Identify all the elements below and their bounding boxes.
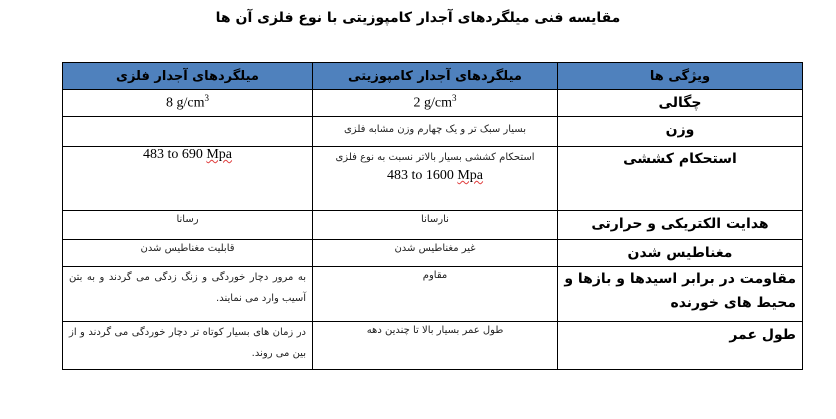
tensile-composite-text: استحکام کششی بسیار بالاتر نسبت به نوع فلزی [335,152,535,163]
table-row [63,240,803,267]
density-metal-value: 8 g/cm [166,95,205,111]
row-metal-text: به مرور دچار خوردگی و زنگ زدگی می گردند و به بتن آسیب وارد می نمایند. [63,267,313,322]
comparison-table [62,62,803,370]
row-metal-text: رسانا [63,211,313,240]
row-metal-value [63,90,313,117]
table-row [63,322,803,370]
tensile-composite-range: 483 to 1600 [386,168,454,183]
row-composite-text: نارسانا [313,211,558,240]
row-feature: وزن [558,117,803,147]
tensile-composite-unit: Mpa [457,168,484,183]
table-row [63,211,803,240]
density-composite-exponent: 3 [452,93,457,103]
row-feature: استحکام کششی [558,147,803,211]
row-feature: هدایت الکتریکی و حرارتی [558,211,803,240]
row-metal-text [63,117,313,147]
tensile-metal-range: 483 to 690 [142,147,203,162]
row-feature: مقاومت در برابر اسیدها و بازها و محیط های خورنده [558,267,803,322]
table-row [63,147,803,211]
row-feature: طول عمر [558,322,803,370]
row-composite-text: بسیار سبک تر و یک چهارم وزن مشابه فلزی [313,117,558,147]
document-title: مقایسه فنی میلگردهای آجدار کامپوزیتی با نوع فلزی آن ها [215,10,621,26]
table-row [63,90,803,117]
row-metal-value [63,147,313,211]
table-row [63,267,803,322]
row-composite-text: طول عمر بسیار بالا تا چندین دهه [313,322,558,370]
row-metal-text: قابلیت مغناطیس شدن [63,240,313,267]
tensile-metal-unit: Mpa [206,147,233,162]
row-composite-value [313,90,558,117]
row-metal-text: در زمان های بسیار کوتاه تر دچار خوردگی می گردند و از بین می روند. [63,322,313,370]
row-composite-text [313,147,558,211]
header-feature: ویژگی ها [558,63,803,90]
header-composite: میلگردهای آجدار کامپوزیتی [313,63,558,90]
row-feature: مغناطیس شدن [558,240,803,267]
density-metal-exponent: 3 [204,93,209,103]
row-composite-text: مقاوم [313,267,558,322]
table-header-row [63,63,803,90]
table-row [63,117,803,147]
row-composite-text: غیر مغناطیس شدن [313,240,558,267]
row-feature: چگالی [558,90,803,117]
header-metal: میلگردهای آجدار فلزی [63,63,313,90]
density-composite-value: 2 g/cm [413,95,452,111]
